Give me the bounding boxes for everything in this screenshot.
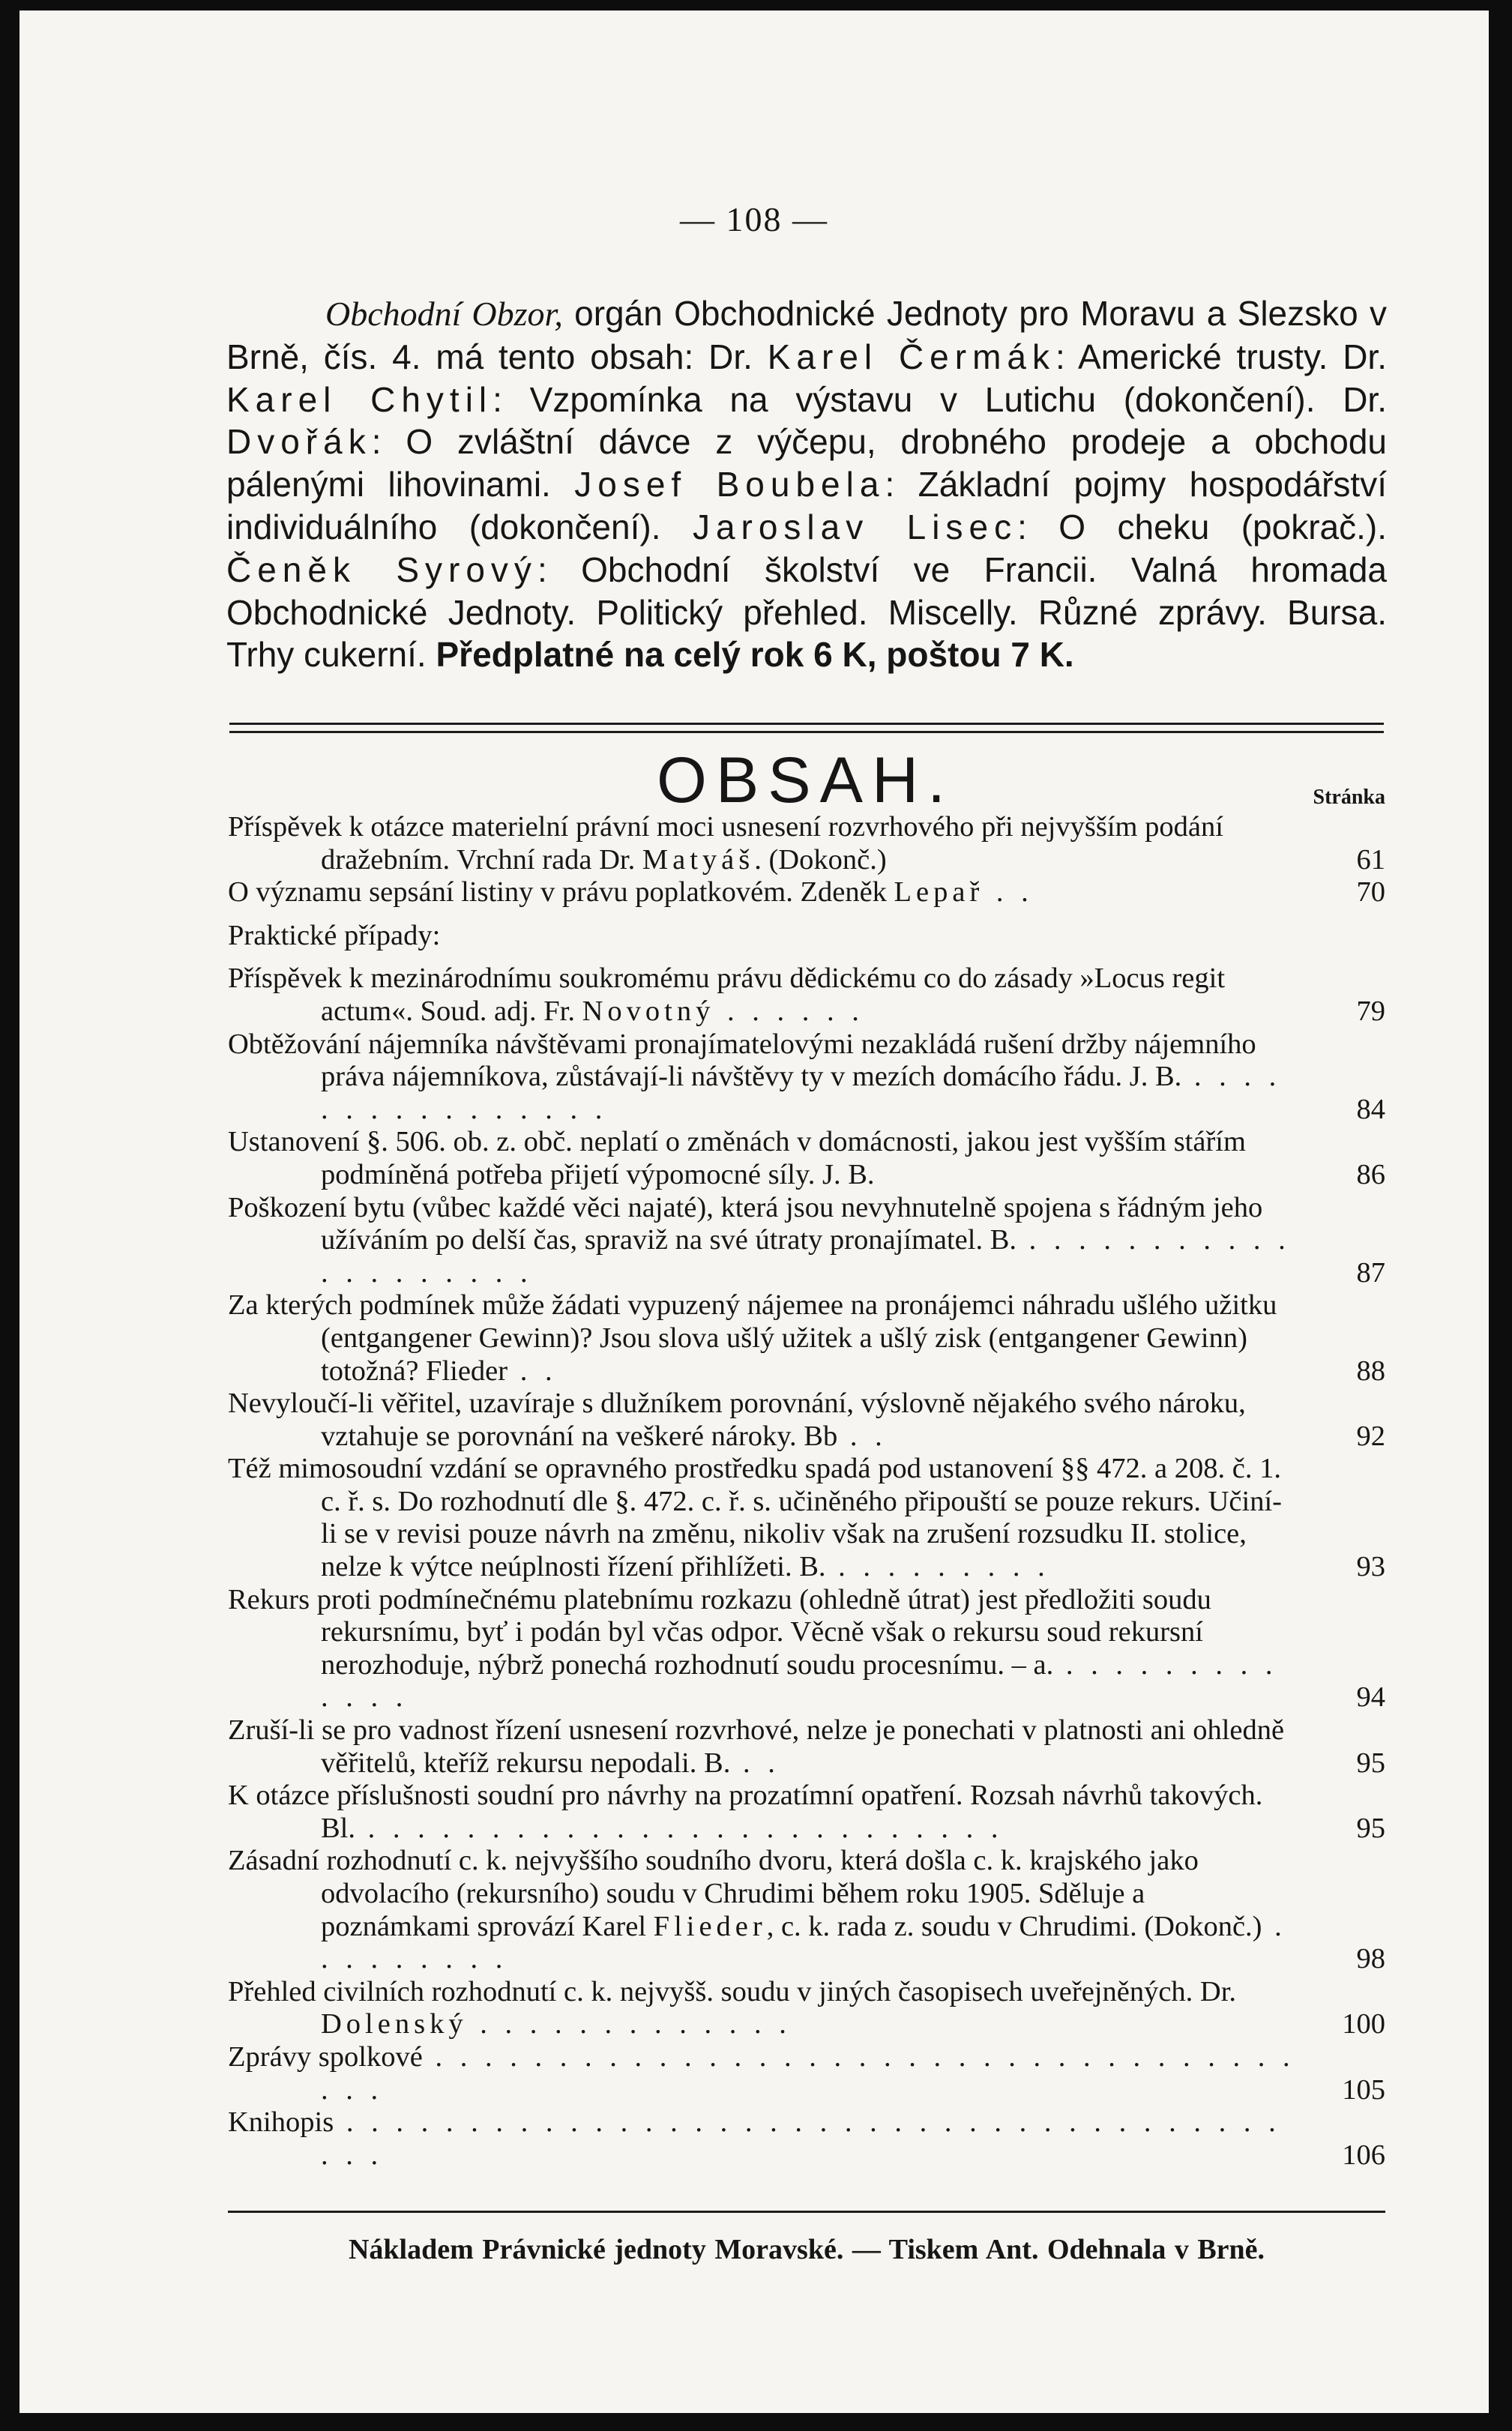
journal-title: Obchodní Obzor, <box>325 295 563 333</box>
entry-title: Rekurs proti podmínečnému platebnímu rozkazu (ohledně útrat) jest předložiti soudu rekursnímu, byť i podán byl včas odpor. Věcně však o rekursu soud rekursní nerozhoduje, nýbrž ponechá rozhodnutí soudu procesnímu. – a. <box>228 1583 1211 1681</box>
entry-page-number: 61 <box>1356 843 1385 876</box>
entry-title: Zprávy spolkové <box>228 2040 423 2073</box>
dot-leader: . . . . . . . . . . . . . . . . . . . . <box>321 1224 1291 1289</box>
toc-entry-text <box>228 1780 1385 1845</box>
notice-text-3: : Vzpomínka na výstavu v Lutichu (dokončení). Dr. <box>493 379 1387 419</box>
toc-entry-text <box>228 1453 1385 1583</box>
dot-leader: . . <box>984 876 1034 909</box>
toc-entry-text <box>228 1584 1385 1714</box>
entry-suffix: , c. k. rada z. soudu v Chrudimi. (Dokonč.) <box>766 1910 1262 1942</box>
toc-entry <box>228 1028 1385 1127</box>
entry-title: Nevyloučí-li věřitel, uzavíraje s dlužníkem porovnání, výslovně nějakého svého nároku, vztahuje se porovnání na veškeré nároky. Bb <box>228 1388 1246 1452</box>
toc-entry-text <box>228 811 1385 876</box>
toc-entry-text <box>228 1028 1385 1127</box>
entry-title: O významu sepsání listiny v právu poplatkovém. Zdeněk <box>228 876 894 909</box>
entry-page-number: 100 <box>1342 2008 1385 2040</box>
subscription-price: Předplatné na celý rok 6 K, poštou 7 K. <box>436 635 1074 675</box>
dot-leader: . . <box>730 1747 780 1779</box>
entry-page-number: 84 <box>1356 1093 1385 1125</box>
entry-title: Zásadní rozhodnutí c. k. nejvyššího soudního dvoru, která došla c. k. krajského jako odvolacího (rekursního) soudu v Chrudimi během roku 1905. Sděluje a poznámkami sprovází Karel <box>228 1845 1199 1942</box>
dot-leader: . . . . . . . . . . . . . . . . . . . . . . . . . . . . . . . . . . . . . . . . . <box>321 2106 1281 2171</box>
toc-entry <box>228 1192 1385 1290</box>
toc-entry <box>228 811 1385 876</box>
toc-entry <box>228 920 1385 953</box>
entry-title: Příspěvek k mezinárodnímu soukromému právu dědickému co do zásady »Locus regit actum«. Soud. adj. Fr. <box>228 963 1226 1027</box>
entry-page-number: 79 <box>1356 995 1385 1027</box>
notice-text-7: : Obchodní školství ve Francii. Valná hromada Obchodnické Jednoty. Politický přehled. Miscelly. Různé zprávy. Bursa. Trhy cukerní. <box>226 549 1387 675</box>
entry-title: Přehled civilních rozhodnutí c. k. nejvyšš. soudu v jiných časopisech uveřejněných. Dr. <box>228 1975 1237 2007</box>
entry-page-number: 87 <box>1356 1256 1385 1289</box>
toc-entry <box>228 1289 1385 1388</box>
entry-spacer <box>228 909 1385 920</box>
toc-entry-text <box>228 1976 1385 2041</box>
dot-leader: . . . . . . . . . . . . . . . . . . . . . . . . . . . . . . . . . . . . . . <box>321 2040 1295 2106</box>
entry-title: K otázce příslušnosti soudní pro návrhy na prozatímní opatření. Rozsah návrhů takových. Bl. <box>228 1780 1263 1844</box>
contents-title: OBSAH. <box>657 744 954 816</box>
toc-entry-text <box>228 1388 1385 1453</box>
toc-entry <box>228 1780 1385 1845</box>
entry-title: Knihopis <box>228 2106 334 2139</box>
entry-title: Též mimosoudní vzdání se opravného prostředku spadá pod ustanovení §§ 472. a 208. č. 1. c. ř. s. Do rozhodnutí dle §. 472. c. ř. s. učiněného připouští se pouze rekurs. Učiní-li se v revisi pouze návrh na změnu, nikoliv však na zrušení rozsudku II. stolice, nelze k výtce neúplnosti řízení přihlížeti. B. <box>228 1453 1282 1583</box>
entry-page-number: 92 <box>1356 1420 1385 1452</box>
entry-page-number: 106 <box>1342 2139 1385 2171</box>
publisher-imprint: Nákladem Právnické jednoty Moravské. — Tiskem Ant. Odehnala v Brně. <box>348 2234 1265 2265</box>
dot-leader: . . . . . . . . . . . . . . . . <box>321 1061 1282 1125</box>
toc-entry <box>228 876 1385 909</box>
entry-page-number: 105 <box>1342 2073 1385 2106</box>
entry-title: Příspěvek k otázce materielní právní moci usnesení rozvrhového při nejvyšším podání dražebním. Vrchní rada Dr. <box>228 811 1223 876</box>
entry-suffix: . (Dokonč.) <box>754 843 887 876</box>
toc-entry-text <box>228 1845 1385 1975</box>
notice-author-1: Karel Čermák <box>767 337 1055 376</box>
toc-entry <box>228 2106 1385 2172</box>
journal-notice <box>226 292 1387 676</box>
entry-page-number: 93 <box>1356 1551 1385 1583</box>
toc-entry <box>228 1453 1385 1583</box>
entry-author: Matyáš <box>642 843 755 876</box>
notice-author-4: Josef Boubela <box>574 465 885 504</box>
toc-entry <box>228 2041 1385 2106</box>
toc-entry-text <box>228 920 1385 953</box>
entry-spacer <box>228 952 1385 963</box>
toc-entry-text <box>228 876 1385 909</box>
toc-entry-text <box>228 1289 1385 1388</box>
entry-author: Lepař <box>894 876 984 909</box>
toc-entry-text <box>228 963 1385 1028</box>
toc-entry-text <box>228 2106 1385 2172</box>
toc-entry-text <box>228 1126 1385 1191</box>
entry-page-number: 94 <box>1356 1681 1385 1714</box>
toc-entry-text <box>228 2041 1385 2106</box>
entry-title: Zruší-li se pro vadnost řízení usnesení rozvrhové, nelze je ponechati v platnosti ani ohledně věřitelů, kteříž rekursu nepodali. B. <box>228 1714 1285 1779</box>
entry-title: Za kterých podmínek může žádati vypuzený nájemee na pronájemci náhradu ušlého užitku (entgangener Gewinn)? Jsou slova ušlý užitek a ušlý zisk (entgangener Gewinn) totožná? Flieder <box>228 1289 1277 1387</box>
toc-entry <box>228 1976 1385 2041</box>
toc-entry <box>228 1584 1385 1714</box>
entry-title: Poškození bytu (vůbec každé věci najaté), která jsou nevyhnutelně spojena s řádným jeho užíváním po delší čas, spraviž na své útraty pronajímatel. B. <box>228 1191 1263 1256</box>
entry-title: Ustanovení §. 506. ob. z. obč. neplatí o změnách v domácnosti, jakou jest vyšším stářím podmíněná potřeba přijetí výpomocné síly. J. B. <box>228 1126 1246 1190</box>
notice-text-2: : Americké trusty. Dr. <box>1055 337 1387 376</box>
entry-page-number: 70 <box>1356 876 1385 909</box>
entry-author: Novotný <box>582 995 715 1027</box>
notice-text-4: : O zvláštní dávce z výčepu, drobného prodeje a obchodu pálenými lihovinami. <box>226 422 1387 504</box>
toc-entry-text <box>228 1192 1385 1290</box>
entry-author: Flieder <box>653 1910 767 1942</box>
toc-entry <box>228 1388 1385 1453</box>
entry-page-number: 98 <box>1356 1943 1385 1975</box>
dot-leader: . . . . . . . . . . . . . <box>321 1648 1278 1714</box>
dot-leader: . . . . . . . . . <box>825 1551 1050 1583</box>
notice-text-1: orgán Obchodnické Jednoty pro Moravu a Slezsko v Brně, čís. 4. má tento obsah: Dr. <box>226 294 1387 376</box>
entry-author: Dolenský <box>321 2008 468 2040</box>
double-divider <box>229 723 1384 733</box>
notice-text-6: : O cheku (pokrač.). <box>1017 507 1387 546</box>
toc-entry <box>228 1845 1385 1975</box>
entry-title: Praktické případy: <box>228 919 441 951</box>
dot-leader: . . . . . . . . . . . . . <box>467 2008 792 2040</box>
document-page <box>19 10 1489 2413</box>
dot-leader: . . <box>507 1355 558 1387</box>
entry-page-number: 88 <box>1356 1355 1385 1387</box>
toc-entry-text <box>228 1714 1385 1780</box>
notice-text-5: : Základní pojmy hospodářství individuálního (dokončení). <box>226 465 1387 546</box>
entry-title: Obtěžování nájemníka návštěvami pronajímatelovými nezakládá rušení držby nájemního práva nájemníkova, zůstávají-li návštěvy ty v mezích domácího řádu. J. B. <box>228 1028 1256 1093</box>
footer-divider <box>228 2211 1385 2213</box>
entry-page-number: 95 <box>1356 1747 1385 1779</box>
toc-entry <box>228 1126 1385 1191</box>
dot-leader: . . . . . . . . . . . . . . . . . . . . . . . . . . <box>355 1812 1004 1844</box>
entry-page-number: 95 <box>1356 1812 1385 1844</box>
notice-author-5: Jaroslav Lisec <box>692 507 1018 546</box>
notice-author-2: Karel Chytil <box>226 379 493 419</box>
table-of-contents <box>228 811 1385 2172</box>
toc-entry <box>228 963 1385 1028</box>
page-column-label: Stránka <box>1313 786 1385 809</box>
entry-page-number: 86 <box>1356 1158 1385 1190</box>
toc-entry <box>228 1714 1385 1780</box>
notice-author-3: Dvořák <box>226 422 372 462</box>
page-number: — 108 — <box>680 200 828 238</box>
dot-leader: . . . . . . . . . <box>321 1910 1287 1975</box>
dot-leader: . . <box>837 1420 888 1452</box>
notice-author-6: Čeněk Syrový <box>226 549 537 589</box>
dot-leader: . . . . . . <box>714 995 864 1027</box>
